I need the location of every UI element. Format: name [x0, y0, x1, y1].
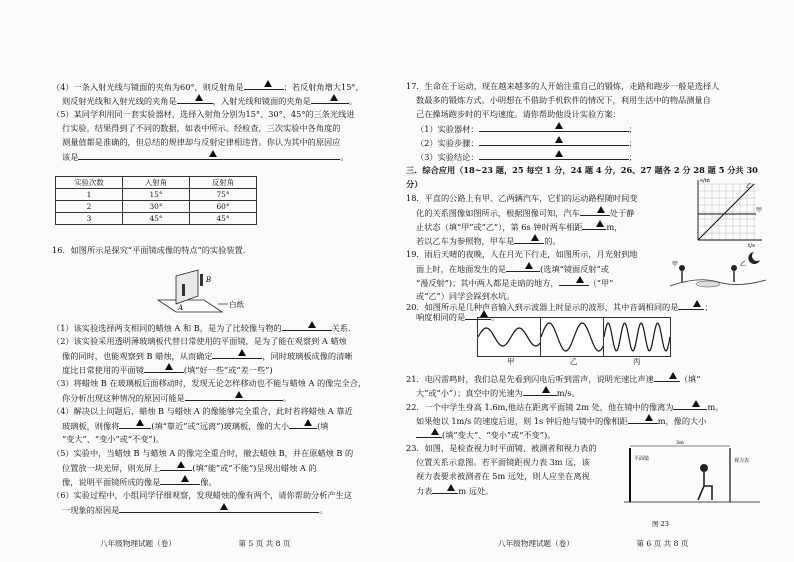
answer-blank[interactable] [78, 150, 340, 160]
triangle-marker-icon [480, 310, 488, 317]
answer-blank[interactable] [479, 150, 629, 160]
q16-s6-line1: （6）实验过程中，小组同学仔细观察，发现蜡烛的像有两个，请你帮助分析产生这 [52, 490, 352, 500]
fig23-mirror-label: 平面镜 [634, 456, 650, 462]
triangle-marker-icon [165, 363, 173, 370]
q16-s5-line2: 位置放一块光屏，则光屏上 (填“能”或“不能”)呈现出蜡烛 A 的 [62, 463, 317, 473]
triangle-marker-icon [177, 461, 185, 468]
answer-blank[interactable] [244, 80, 284, 90]
triangle-marker-icon [669, 372, 677, 379]
answer-blank[interactable] [580, 206, 610, 216]
triangle-marker-icon [181, 475, 189, 482]
q17-line1: 17．生命在于运动，现在越来越多的人开始注重自己的锻炼，走路和跑步一般是选择人 [406, 81, 720, 91]
moon-icon [748, 252, 760, 264]
q19-line2: 面上时，在地面发生的是 (选填“镜面反射”或 [416, 264, 609, 274]
q23-line3: 视力表要求被测者在 5m 远处，则人应坐在离视 [416, 471, 590, 481]
q18-line2: 化的关系图像如图所示，根据图像可知，汽车 处于静 [416, 208, 635, 218]
answer-blank[interactable] [465, 310, 491, 320]
answer-blank[interactable] [212, 349, 262, 359]
answer-blank[interactable] [289, 419, 317, 429]
q16-s2-line1: （2）该实验采用透明薄玻璃板代替日常使用的平面镜，是为了能在观察到 A 蜡烛 [52, 336, 347, 346]
triangle-marker-icon [555, 150, 563, 157]
q16-s3-line1: （3）将蜡烛 B 在玻璃板后面移动时，发现无论怎样移动也不能与蜡烛 A 的像完全合， [52, 378, 367, 388]
triangle-marker-icon [447, 484, 455, 491]
triangle-marker-icon [531, 234, 539, 241]
q21-line2: 大”或“小”）；真空中的光速为 m/s。 [416, 388, 580, 398]
answer-blank[interactable] [678, 300, 704, 310]
answer-blank[interactable] [311, 94, 349, 104]
triangle-marker-icon [264, 80, 272, 87]
answer-blank[interactable] [514, 234, 544, 244]
waveform-yi-trace [541, 323, 607, 351]
triangle-marker-icon [555, 122, 563, 129]
answer-blank[interactable] [119, 419, 151, 429]
section-3-title-cont: 分） [406, 179, 423, 189]
answer-blank[interactable] [479, 136, 629, 146]
answer-blank[interactable] [177, 94, 213, 104]
q17-line2: 数最多的锻炼方式。小明想在不借助手机软件的情况下，利用生活中的物品测量自 [416, 95, 711, 105]
answer-blank[interactable] [506, 262, 540, 272]
answer-blank[interactable] [185, 391, 283, 401]
answer-blank[interactable] [582, 220, 606, 230]
q16-s4-line1: （4）解决以上问题后，蜡烛 B 与蜡烛 A 的像能够完全重合，此时若将蜡烛 A 靠近 [52, 406, 353, 416]
waveform-yi [540, 317, 608, 357]
q16-s6-line2: 一现象的原因是 。 [62, 505, 328, 515]
person-jia-icon [679, 265, 685, 271]
q17-line3: 己在操场跑步时的平均速度。请你帮助他设计实验方案： [416, 109, 621, 119]
reflection-table [55, 176, 257, 225]
q16-s5-line1: （5）实验中，当蜡烛 B 与蜡烛 A 的像完全重合时，撤去蜡烛 B，并在原蜡烛 B 的 [52, 448, 354, 458]
table-header-row: 实验次数 入射角 反射角 [56, 177, 257, 189]
triangle-marker-icon [555, 136, 563, 143]
label-a: A [178, 304, 184, 312]
q22-line2: 如果他以 1m/s 的速度后退，则 1s 钟后他与镜中的像相距 m，像的大小 [416, 416, 707, 426]
triangle-marker-icon [576, 276, 584, 283]
triangle-marker-icon [525, 262, 533, 269]
q4-line1: （4）一条入射光线与镜面的夹角为60°，则反射角是 ；若反射角增大15°， [52, 82, 364, 92]
q5-line1: （5）某同学利用同一套实验器材，选择入射角分别为15°、30°、45°的三条光线进 [52, 109, 355, 119]
answer-blank[interactable] [523, 386, 557, 396]
q23-line2: 位置关系示意图。若平面镜距视力表 3m 远，该 [416, 457, 590, 467]
q19-line1: 19．雨后天晴的夜晚，人在月光下行走，如图所示，月光射到地 [406, 249, 638, 259]
label-b: B [206, 276, 212, 284]
fig23-chart-label: 视力表 [734, 458, 750, 464]
mirror-apparatus-figure [148, 266, 268, 318]
triangle-marker-icon [304, 419, 312, 426]
candle-a [182, 284, 185, 296]
q20-line1: 20．如图所示是几种声音输入到示波器上时显示的波形，其中音调相同的是 ； [406, 302, 713, 312]
q5-line3: 测量值都是准确的，但总结的规律却与反射定律相违背。你认为其中的原因应 [62, 137, 341, 147]
answer-blank[interactable] [416, 428, 442, 438]
footer-left: 八年级物理试题（卷） 第 5 页 共 8 页 [100, 539, 291, 548]
person-icon [700, 464, 708, 472]
q16-s2-line3: 度比日常使用的平面镜 (填“好一些”或“差一些”) [62, 365, 273, 375]
triangle-marker-icon [431, 428, 439, 435]
q19-line4: 或“乙”）同学会踩到水坑。 [416, 291, 515, 301]
paper-base [158, 300, 222, 312]
triangle-marker-icon [238, 349, 246, 356]
graph-ylabel: s/m [700, 178, 710, 184]
q20-line2: 响度相同的是 。 [416, 312, 500, 322]
q18-line3: 止状态（填“甲”或“乙”），第 6s 钟时两车相距 m， [416, 222, 623, 232]
q16-s2-line2: 像的同时，也能观察到 B 蜡烛，从而确定 ，同时玻璃板成像的清晰 [62, 351, 353, 361]
q5-line2: 行实验，结果得到了不同的数据，如表中所示。经检查，三次实验中各角度的 [62, 123, 341, 133]
st-graph [686, 176, 766, 248]
table-row: 3 45° 45° [56, 213, 257, 225]
glass-plate [176, 270, 198, 304]
answer-blank[interactable] [479, 122, 629, 132]
q21-line1: 21．电闪雷鸣时，我们总是先看到闪电后听到雷声，说明光速比声速 （填“ [406, 374, 701, 384]
section-3-title: 三．综合应用（18~23 题，25 每空 1 分，24 题 4 分，26、27 题各 2 分 28 题 5 分共 30 [406, 165, 758, 175]
triangle-marker-icon [195, 94, 203, 101]
triangle-marker-icon [308, 321, 316, 328]
answer-blank[interactable] [144, 363, 184, 373]
waveform-bing [603, 317, 671, 357]
triangle-marker-icon [330, 94, 338, 101]
q23-line4: 力表 m 远处。 [416, 486, 494, 496]
label-paper: 白纸 [229, 300, 244, 309]
triangle-marker-icon [645, 414, 653, 421]
answer-blank[interactable] [160, 461, 192, 471]
graph-line-label-yi: 乙 [746, 183, 753, 190]
answer-blank[interactable] [559, 276, 589, 286]
answer-blank[interactable] [432, 484, 458, 494]
waveform-jia-trace [478, 328, 544, 346]
answer-blank[interactable] [160, 475, 200, 485]
answer-blank[interactable] [654, 372, 680, 382]
answer-blank[interactable] [282, 321, 332, 331]
q22-line3: (填“变大”、“变小”或“不变”)。 [406, 428, 766, 442]
answer-blank[interactable] [628, 414, 658, 424]
triangle-marker-icon [693, 300, 701, 307]
waveform-label-jia: 甲 [507, 357, 515, 366]
label-yi: 乙 [740, 261, 747, 268]
q18-line4: 若以乙车为参照物，甲车是 的。 [416, 236, 561, 246]
q16-s4-line2: 玻璃板，则像将 (填“靠近”或“远离”)玻璃板，像的大小 (填 [62, 421, 329, 431]
answer-blank[interactable] [673, 400, 707, 410]
q18-line1: 18．平直的公路上有甲、乙两辆汽车，它们的运动路程随时间变 [406, 193, 638, 203]
triangle-marker-icon [136, 419, 144, 426]
q17-item1: （1）实验器材： ； [416, 124, 637, 134]
q17-item3: （3）实验结论： ； [416, 152, 637, 162]
fig23-distance: 3m [676, 440, 684, 446]
q16-s3-line2: 你分析出现这种情况的原因可能是 。 [62, 393, 292, 403]
q22-line1: 22．一个中学生身高 1.6m,他站在距离平面镜 2m 处，他在镜中的像离为 m。 [406, 402, 724, 412]
triangle-marker-icon [220, 503, 228, 510]
q19-line3: “漫反射”)；其中两人都是走暗的地方， （“甲” [416, 278, 614, 288]
answer-blank[interactable] [119, 503, 319, 513]
triangle-marker-icon [209, 150, 217, 157]
puddle [696, 281, 720, 287]
footer-right: 八年级物理试题（卷） 第 6 页 共 8 页 [498, 539, 689, 548]
triangle-marker-icon [596, 220, 604, 227]
waveform-label-bing: 丙 [633, 357, 641, 366]
q16-s1: （1）该实验选择两支相同的蜡烛 A 和 B，是为了比较像与物的 关系. [52, 323, 351, 333]
q23-line1: 23．如图，是检查视力时平面镜、被测者和视力表的 [406, 443, 597, 453]
q5-line4: 该是 。 [62, 152, 349, 162]
q16-s5-line3: 像，说明平面镜所成的像是 像。 [62, 477, 217, 487]
triangle-marker-icon [692, 400, 700, 407]
graph-line-label-jia: 甲 [756, 207, 763, 214]
q16-title: 16．如图所示是探究“平面镜成像的特点”的实验装置． [52, 245, 251, 255]
triangle-marker-icon [597, 206, 605, 213]
waveform-label-yi: 乙 [570, 357, 578, 366]
moonlight-scene [668, 246, 768, 292]
table-row: 2 30° 60° [56, 201, 257, 213]
triangle-marker-icon [235, 391, 243, 398]
person-yi-icon [731, 265, 737, 271]
q16-s4-line3: “变大”、“变小”或“不变”)。 [62, 434, 164, 444]
waveform-bing-trace [604, 323, 670, 351]
figure-23 [620, 440, 770, 530]
label-jia: 甲 [672, 261, 679, 268]
triangle-marker-icon [542, 386, 550, 393]
table-row: 1 15° 75° [56, 189, 257, 201]
fig23-caption: 图 23 [652, 520, 669, 528]
candle-b [200, 274, 203, 286]
graph-xlabel: t/s [748, 243, 755, 248]
q17-item2: （2）实验步骤： ； [416, 138, 637, 148]
q4-line2: 则反射光线和入射光线的夹角是 ，入射光线和镜面的夹角是 。 [62, 96, 358, 106]
